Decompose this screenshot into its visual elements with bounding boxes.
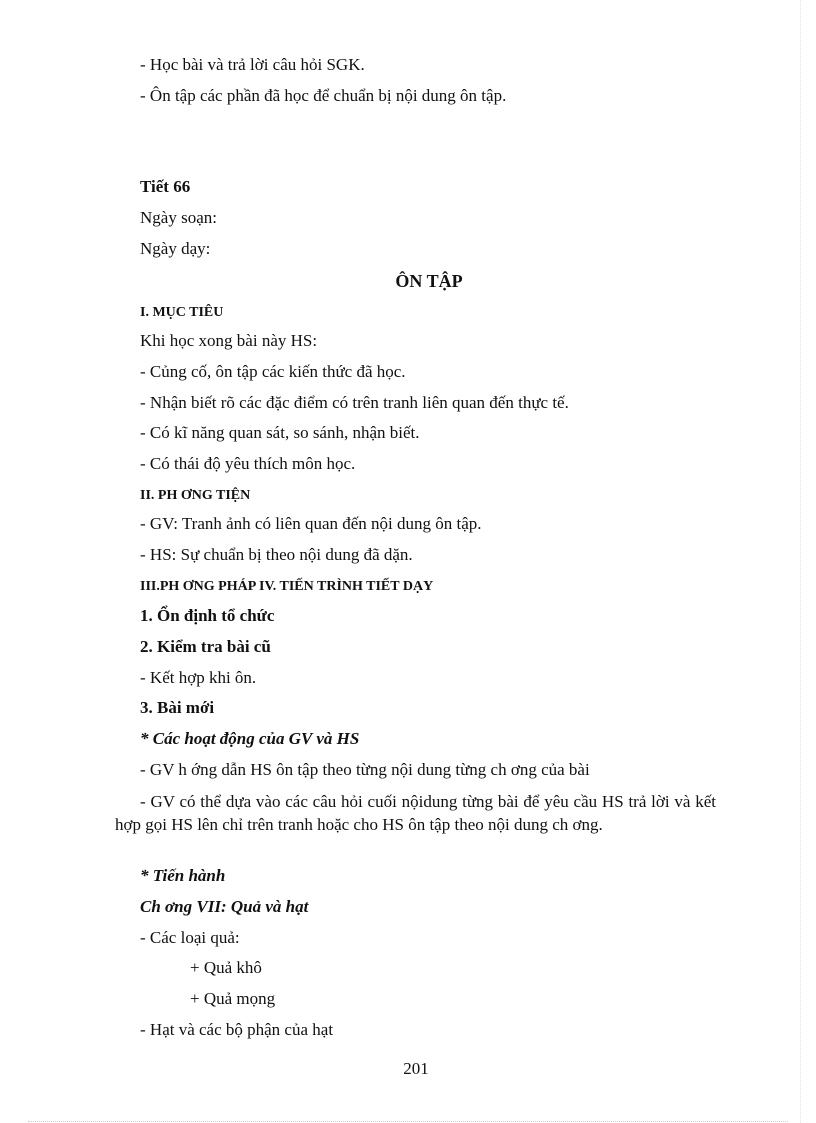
fruit-types-label: - Các loại quả:	[140, 928, 240, 947]
step-2-note: - Kết hợp khi ôn.	[140, 668, 257, 687]
objective-item: - Củng cố, ôn tập các kiến thức đã học.	[140, 362, 406, 381]
seed-parts-label: - Hạt và các bộ phận của hạt	[140, 1020, 334, 1039]
chapter-heading: Ch ơng VII: Quả và hạt	[140, 897, 309, 916]
step-3-heading: 3. Bài mới	[140, 698, 215, 717]
footer-divider	[28, 1121, 788, 1122]
margin-guide	[800, 0, 801, 1123]
objectives-heading: I. MỤC TIÊU	[140, 305, 224, 320]
activities-heading: * Các hoạt động của GV và HS	[140, 729, 360, 748]
objective-item: - Có thái độ yêu thích môn học.	[140, 454, 356, 473]
step-2-heading: 2. Kiểm tra bài cũ	[140, 637, 271, 656]
lesson-number: Tiết 66	[140, 177, 191, 196]
materials-item: - GV: Tranh ảnh có liên quan đến nội dung ôn tập.	[140, 514, 482, 533]
teach-date-label: Ngày dạy:	[140, 239, 211, 258]
page-number: 201	[403, 1059, 429, 1078]
method-heading: III.PH ƠNG PHÁP IV. TIẾN TRÌNH TIẾT DẠY	[140, 579, 434, 594]
materials-item: - HS: Sự chuẩn bị theo nội dung đã dặn.	[140, 545, 413, 564]
objectives-lead: Khi học xong bài này HS:	[140, 331, 318, 350]
lesson-title: ÔN TẬP	[395, 271, 463, 291]
fruit-type-dry: + Quả khô	[190, 958, 262, 977]
step-1-heading: 1. Ổn định tổ chức	[140, 606, 275, 625]
fruit-type-fleshy: + Quả mọng	[190, 989, 276, 1008]
intro-line-2: - Ôn tập các phần đã học để chuẩn bị nội dung ôn tập.	[140, 86, 507, 105]
objective-item: - Có kĩ năng quan sát, so sánh, nhận biết.	[140, 423, 420, 442]
intro-line-1: - Học bài và trả lời câu hỏi SGK.	[140, 55, 365, 74]
activity-line: - GV h ớng dẫn HS ôn tập theo từng nội dung từng ch ơng của bài	[140, 760, 590, 779]
activity-paragraph: - GV có thể dựa vào các câu hỏi cuối nộidung từng bài để yêu cầu HS trả lời và kết hợp gọi HS lên chỉ trên tranh hoặc cho HS ôn tập theo nội dung ch ơng.	[115, 792, 716, 834]
proceed-heading: * Tiến hành	[140, 866, 226, 885]
objective-item: - Nhận biết rõ các đặc điểm có trên tranh liên quan đến thực tế.	[140, 393, 569, 412]
prep-date-label: Ngày soạn:	[140, 208, 217, 227]
materials-heading: II. PH ƠNG TIỆN	[140, 488, 251, 503]
